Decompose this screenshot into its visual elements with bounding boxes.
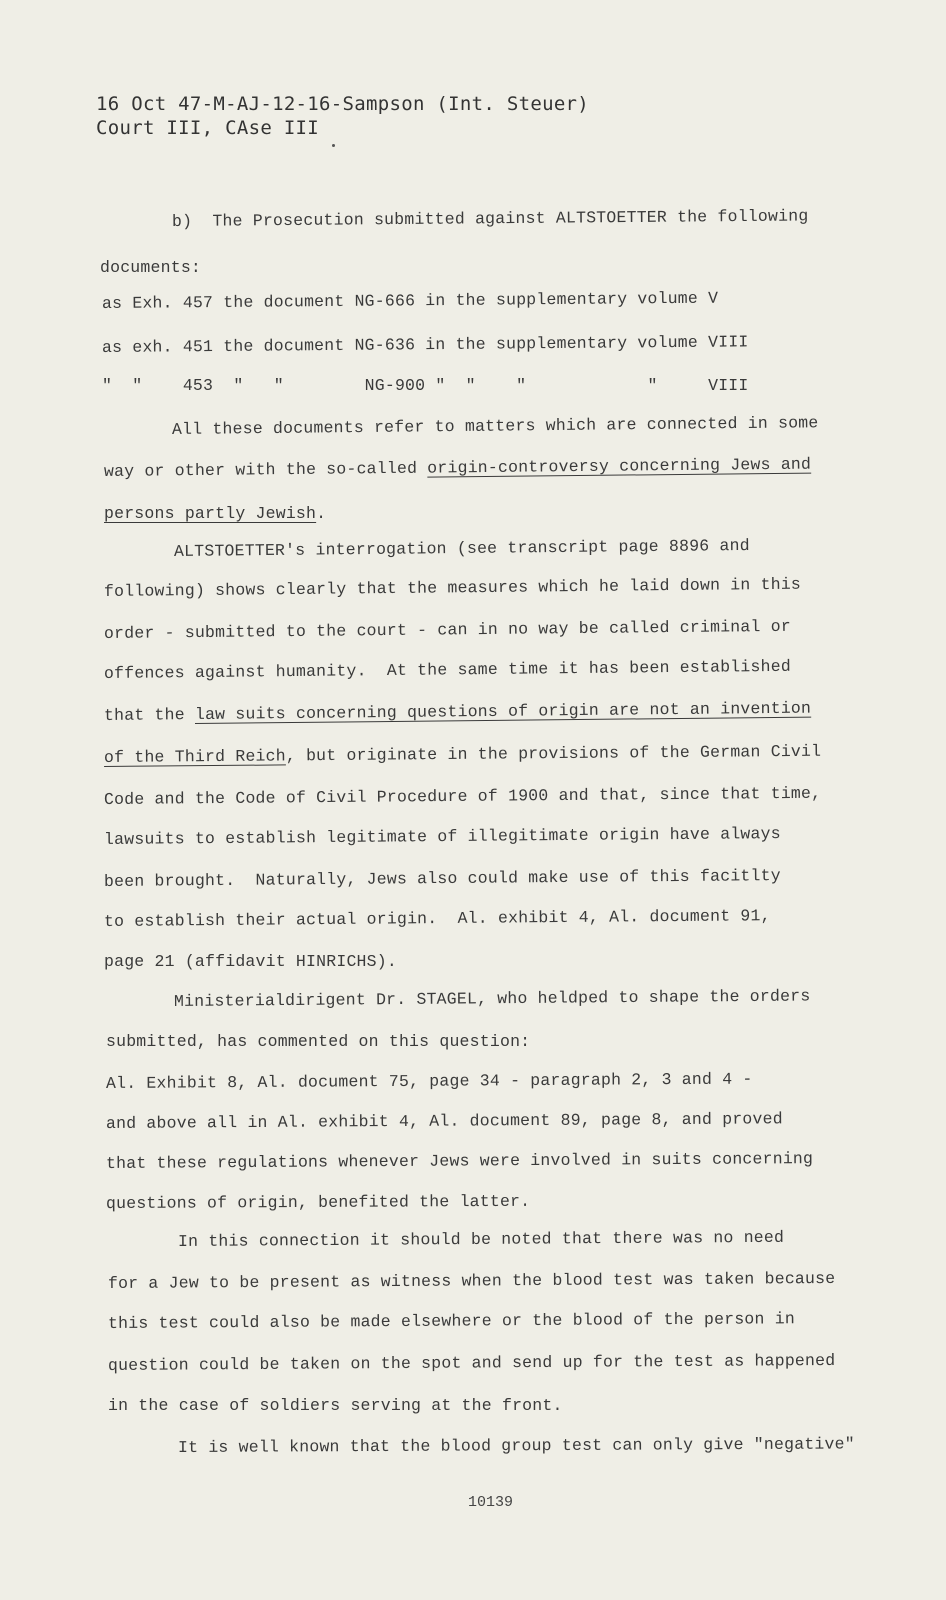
underlined-phrase: origin-controversy concerning Jews and xyxy=(427,454,812,478)
text-line: following) shows clearly that the measures which he laid down in this xyxy=(103,574,802,601)
underlined-phrase: persons partly Jewish xyxy=(104,504,317,523)
text-line: ALTSTOETTER's interrogation (see transcript page 8896 and xyxy=(173,535,750,561)
text-line: been brought. Naturally, Jews also could make use of this facitlty xyxy=(103,866,781,891)
text-line: order - submitted to the court - can in no way be called criminal or xyxy=(103,616,791,643)
text-line xyxy=(104,699,811,725)
text-line: b) The Prosecution submitted against ALTSTOETTER the following xyxy=(171,206,809,231)
text-line: to establish their actual origin. Al. exhibit 4, Al. document 91, xyxy=(103,906,771,931)
text-line: documents: xyxy=(100,258,202,277)
text-line: Al. Exhibit 8, Al. document 75, page 34 - paragraph 2, 3 and 4 - xyxy=(105,1069,753,1093)
text-fragment: . xyxy=(316,504,327,523)
underlined-phrase: of the Third Reich xyxy=(103,746,286,767)
underlined-phrase: law suits concerning questions of origin are not an invention xyxy=(194,698,812,725)
text-fragment: way or other with the so-called xyxy=(103,458,428,481)
text-line: lawsuits to establish legitimate of illegitimate origin have always xyxy=(103,824,781,849)
ink-dot xyxy=(332,144,335,147)
text-line: Code and the Code of Civil Procedure of 1900 and that, since that time, xyxy=(103,783,822,809)
text-line: questions of origin, benefited the latter. xyxy=(105,1191,531,1213)
text-fragment: , but originate in the provisions of the German Civil xyxy=(285,741,822,766)
text-line xyxy=(104,504,326,523)
document-header xyxy=(96,92,589,140)
text-line: as Exh. 457 the document NG-666 in the supplementary volume V xyxy=(101,288,719,313)
text-line: question could be taken on the spot and send up for the test as happened xyxy=(107,1350,836,1375)
text-line: In this connection it should be noted that there was no need xyxy=(177,1227,785,1251)
text-line: It is well known that the blood group test can only give "negative" xyxy=(177,1434,855,1457)
text-line: as exh. 451 the document NG-636 in the supplementary volume VIII xyxy=(101,332,749,357)
text-line: this test could also be made elsewhere or the blood of the person in xyxy=(107,1309,795,1333)
text-line: that these regulations whenever Jews were involved in suits concerning xyxy=(105,1149,814,1173)
text-line xyxy=(104,455,811,481)
header-court-line: Court III, CAse III xyxy=(96,117,320,139)
text-line: offences against humanity. At the same time it has been established xyxy=(103,656,791,683)
text-line: in the case of soldiers serving at the front. xyxy=(108,1396,563,1415)
page-number: 10139 xyxy=(468,1494,514,1511)
text-fragment: that the xyxy=(103,705,196,725)
text-line: and above all in Al. exhibit 4, Al. document 89, page 8, and proved xyxy=(105,1109,783,1133)
text-line: for a Jew to be present as witness when the blood test was taken because xyxy=(107,1268,836,1293)
text-line: page 21 (affidavit HINRICHS). xyxy=(104,952,397,971)
header-session-line: 16 Oct 47-M-AJ-12-16-Sampson (Int. Steuer) xyxy=(96,93,590,115)
text-line: Ministerialdirigent Dr. STAGEL, who heldped to shape the orders xyxy=(173,986,811,1011)
text-line: " " 453 " " NG-900 " " " " VIII xyxy=(102,376,749,395)
text-line: All these documents refer to matters which are connected in some xyxy=(171,413,819,439)
text-line: submitted, has commented on this question: xyxy=(106,1032,531,1051)
text-line xyxy=(104,742,821,767)
